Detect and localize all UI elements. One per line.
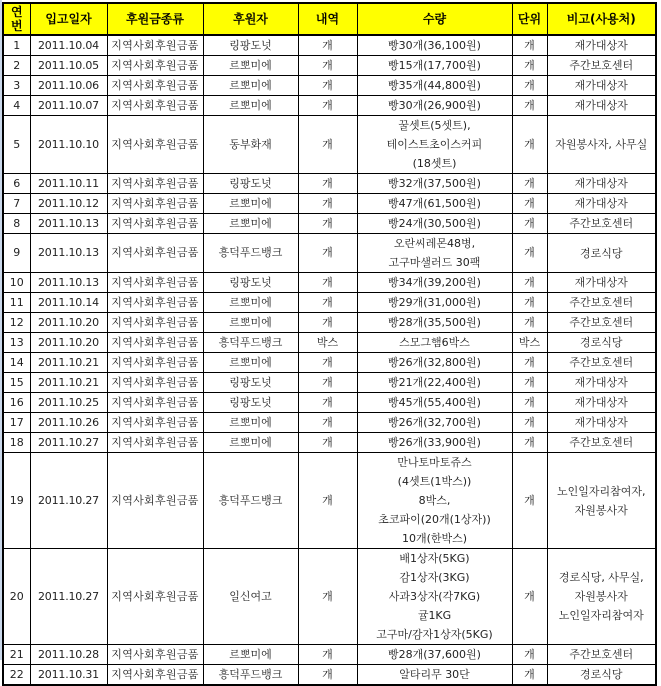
cell-note-line: 재가대상자 <box>574 177 628 190</box>
cell-date[interactable]: 2011.10.27 <box>30 433 107 453</box>
cell-no[interactable]: 11 <box>3 293 30 313</box>
cell-quantity[interactable] <box>357 665 512 686</box>
cell-category[interactable]: 지역사회후원금품 <box>107 234 203 273</box>
cell-quantity-line: 사과3상자(각7KG) <box>388 590 481 603</box>
cell-no[interactable]: 1 <box>3 35 30 56</box>
table-row <box>3 453 656 549</box>
cell-quantity-line: 빵34개(39,200원) <box>388 276 481 289</box>
cell-note[interactable] <box>547 194 656 214</box>
cell-quantity[interactable] <box>357 76 512 96</box>
cell-quantity[interactable] <box>357 549 512 645</box>
cell-note[interactable] <box>547 353 656 373</box>
cell-note-line: 경로식당 <box>579 336 623 349</box>
cell-no[interactable]: 10 <box>3 273 30 293</box>
table-row <box>3 549 656 645</box>
cell-no[interactable]: 4 <box>3 96 30 116</box>
cell-quantity-line: 빵24개(30,500원) <box>388 217 481 230</box>
cell-detail[interactable]: 개 <box>298 393 357 413</box>
cell-category[interactable]: 지역사회후원금품 <box>107 273 203 293</box>
cell-no[interactable]: 20 <box>3 549 30 645</box>
cell-note[interactable] <box>547 453 656 549</box>
cell-note-line: 노인일자리참여자 <box>558 609 644 622</box>
spreadsheet <box>2 2 657 686</box>
cell-date[interactable]: 2011.10.26 <box>30 413 107 433</box>
cell-date[interactable]: 2011.10.13 <box>30 214 107 234</box>
cell-date[interactable]: 2011.10.28 <box>30 645 107 665</box>
table-row <box>3 413 656 433</box>
cell-note[interactable] <box>547 234 656 273</box>
cell-quantity-line: 테이스트초이스커피 <box>386 138 483 151</box>
cell-no[interactable]: 17 <box>3 413 30 433</box>
cell-quantity[interactable] <box>357 433 512 453</box>
cell-note-line: 경로식당 <box>579 668 623 681</box>
cell-detail[interactable]: 개 <box>298 174 357 194</box>
header-row <box>3 3 656 35</box>
cell-note[interactable] <box>547 96 656 116</box>
cell-category[interactable]: 지역사회후원금품 <box>107 373 203 393</box>
cell-detail[interactable]: 개 <box>298 293 357 313</box>
cell-donor[interactable]: 르뽀미에 <box>203 194 298 214</box>
cell-detail[interactable]: 개 <box>298 194 357 214</box>
cell-note-line: 주간보호센터 <box>569 217 634 230</box>
header-unit[interactable]: 단위 <box>512 3 547 35</box>
cell-detail[interactable]: 개 <box>298 273 357 293</box>
cell-unit[interactable]: 개 <box>512 35 547 56</box>
cell-quantity-line: (18셋트) <box>412 157 457 170</box>
cell-category[interactable]: 지역사회후원금품 <box>107 413 203 433</box>
cell-no[interactable]: 18 <box>3 433 30 453</box>
cell-unit[interactable]: 박스 <box>512 333 547 353</box>
cell-unit[interactable]: 개 <box>512 76 547 96</box>
cell-donor[interactable]: 링팡도넛 <box>203 373 298 393</box>
cell-detail[interactable]: 개 <box>298 665 357 686</box>
cell-unit[interactable]: 개 <box>512 96 547 116</box>
cell-note[interactable] <box>547 413 656 433</box>
cell-quantity-line: 고구마샐러드 30팩 <box>388 256 481 269</box>
table-row <box>3 234 656 273</box>
cell-date[interactable]: 2011.10.14 <box>30 293 107 313</box>
cell-detail[interactable]: 개 <box>298 353 357 373</box>
cell-quantity-line: 스모그햄6박스 <box>399 336 470 349</box>
cell-note-line: 자원봉사자, 사무실 <box>555 138 648 151</box>
cell-note-line: 재가대상자 <box>574 79 628 92</box>
cell-donor[interactable]: 링팡도넛 <box>203 273 298 293</box>
cell-quantity[interactable] <box>357 373 512 393</box>
cell-unit[interactable]: 개 <box>512 413 547 433</box>
cell-quantity-line: 감1상자(3KG) <box>399 571 470 584</box>
table-row <box>3 293 656 313</box>
cell-quantity-line: 초코파이(20개(1상자)) <box>378 513 491 526</box>
cell-quantity-line: 빵28개(37,600원) <box>388 648 481 661</box>
cell-unit[interactable]: 개 <box>512 56 547 76</box>
table-row <box>3 273 656 293</box>
cell-quantity-line: 빵32개(37,500원) <box>388 177 481 190</box>
cell-quantity[interactable] <box>357 174 512 194</box>
cell-donor[interactable]: 흥덕푸드뱅크 <box>203 333 298 353</box>
table-row <box>3 174 656 194</box>
cell-donor[interactable]: 동부화재 <box>203 116 298 174</box>
cell-detail[interactable]: 개 <box>298 313 357 333</box>
cell-date[interactable]: 2011.10.25 <box>30 393 107 413</box>
cell-date[interactable]: 2011.10.07 <box>30 96 107 116</box>
header-no-line: 연 <box>10 5 23 19</box>
table-row <box>3 333 656 353</box>
cell-detail[interactable]: 박스 <box>298 333 357 353</box>
cell-date[interactable]: 2011.10.04 <box>30 35 107 56</box>
cell-quantity[interactable] <box>357 273 512 293</box>
cell-no[interactable]: 2 <box>3 56 30 76</box>
cell-no[interactable]: 7 <box>3 194 30 214</box>
cell-no[interactable]: 3 <box>3 76 30 96</box>
cell-donor[interactable]: 르뽀미에 <box>203 353 298 373</box>
cell-unit[interactable]: 개 <box>512 453 547 549</box>
cell-category[interactable]: 지역사회후원금품 <box>107 393 203 413</box>
cell-category[interactable]: 지역사회후원금품 <box>107 76 203 96</box>
cell-date[interactable]: 2011.10.13 <box>30 234 107 273</box>
cell-quantity-line: 귤1KG <box>417 609 452 622</box>
cell-quantity[interactable] <box>357 35 512 56</box>
header-donor[interactable]: 후원자 <box>203 3 298 35</box>
cell-detail[interactable]: 개 <box>298 433 357 453</box>
cell-quantity-line: 빵21개(22,400원) <box>388 376 481 389</box>
cell-no[interactable]: 12 <box>3 313 30 333</box>
cell-date[interactable]: 2011.10.11 <box>30 174 107 194</box>
cell-category[interactable]: 지역사회후원금품 <box>107 35 203 56</box>
cell-quantity-line: 고구마/감자1상자(5KG) <box>376 628 493 641</box>
cell-donor[interactable]: 흥덕푸드뱅크 <box>203 234 298 273</box>
cell-quantity-line: 빵28개(35,500원) <box>388 316 481 329</box>
cell-note-line: 주간보호센터 <box>569 316 634 329</box>
cell-donor[interactable]: 흥덕푸드뱅크 <box>203 665 298 686</box>
cell-unit[interactable]: 개 <box>512 194 547 214</box>
header-detail[interactable]: 내역 <box>298 3 357 35</box>
cell-note[interactable] <box>547 35 656 56</box>
cell-note-line: 재가대상자 <box>574 39 628 52</box>
cell-no[interactable]: 22 <box>3 665 30 686</box>
cell-note[interactable] <box>547 549 656 645</box>
header-quantity[interactable]: 수량 <box>357 3 512 35</box>
cell-quantity-line: 빵26개(32,700원) <box>388 416 481 429</box>
cell-quantity-line: 빵30개(36,100원) <box>388 39 481 52</box>
cell-note[interactable] <box>547 76 656 96</box>
cell-date[interactable]: 2011.10.21 <box>30 353 107 373</box>
cell-note-line: 경로식당, 사무실, <box>558 571 644 584</box>
cell-donor[interactable]: 르뽀미에 <box>203 96 298 116</box>
cell-quantity[interactable] <box>357 293 512 313</box>
cell-note[interactable] <box>547 393 656 413</box>
cell-note-line: 주간보호센터 <box>569 59 634 72</box>
cell-note-line: 주간보호센터 <box>569 648 634 661</box>
cell-donor[interactable]: 르뽀미에 <box>203 76 298 96</box>
cell-date[interactable]: 2011.10.27 <box>30 453 107 549</box>
cell-quantity-line: 빵26개(33,900원) <box>388 436 481 449</box>
cell-unit[interactable]: 개 <box>512 273 547 293</box>
cell-quantity[interactable] <box>357 96 512 116</box>
cell-no[interactable]: 21 <box>3 645 30 665</box>
cell-no[interactable]: 9 <box>3 234 30 273</box>
header-category[interactable]: 후원금종류 <box>107 3 203 35</box>
cell-note-line: 경로식당 <box>579 246 623 260</box>
cell-donor[interactable]: 르뽀미에 <box>203 56 298 76</box>
cell-unit[interactable]: 개 <box>512 393 547 413</box>
cell-detail[interactable]: 개 <box>298 35 357 56</box>
header-date[interactable]: 입고일자 <box>30 3 107 35</box>
cell-note[interactable] <box>547 433 656 453</box>
header-no-line: 번 <box>10 19 23 33</box>
cell-note-line: 자원봉사자 <box>574 590 628 603</box>
table-row <box>3 393 656 413</box>
cell-quantity-line: 꿀셋트(5셋트), <box>398 119 471 132</box>
cell-no[interactable]: 8 <box>3 214 30 234</box>
cell-note-line: 재가대상자 <box>574 276 628 289</box>
cell-note-line: 재가대상자 <box>574 99 628 112</box>
cell-detail[interactable]: 개 <box>298 56 357 76</box>
cell-quantity-line: 빵30개(26,900원) <box>388 99 481 112</box>
cell-unit[interactable]: 개 <box>512 174 547 194</box>
cell-note-line: 재가대상자 <box>574 416 628 429</box>
cell-donor[interactable]: 르뽀미에 <box>203 293 298 313</box>
cell-donor[interactable]: 르뽀미에 <box>203 433 298 453</box>
cell-unit[interactable]: 개 <box>512 549 547 645</box>
cell-note[interactable] <box>547 116 656 174</box>
table-row <box>3 313 656 333</box>
cell-no[interactable]: 19 <box>3 453 30 549</box>
cell-category[interactable]: 지역사회후원금품 <box>107 353 203 373</box>
cell-quantity[interactable] <box>357 116 512 174</box>
cell-note-line: 노인일자리참여자, <box>556 484 646 498</box>
cell-unit[interactable]: 개 <box>512 313 547 333</box>
cell-quantity-line: 만나토마토쥬스 <box>397 456 472 469</box>
cell-detail[interactable]: 개 <box>298 645 357 665</box>
cell-quantity-line: 10개(한박스) <box>401 532 468 545</box>
table-row <box>3 76 656 96</box>
cell-donor[interactable]: 르뽀미에 <box>203 413 298 433</box>
cell-category[interactable]: 지역사회후원금품 <box>107 433 203 453</box>
cell-category[interactable]: 지역사회후원금품 <box>107 194 203 214</box>
cell-donor[interactable]: 일신여고 <box>203 549 298 645</box>
cell-date[interactable]: 2011.10.21 <box>30 373 107 393</box>
cell-quantity-line: 빵35개(44,800원) <box>388 79 481 92</box>
cell-quantity[interactable] <box>357 413 512 433</box>
cell-quantity-line: 빵15개(17,700원) <box>388 59 481 72</box>
cell-date[interactable]: 2011.10.27 <box>30 549 107 645</box>
donation-table <box>2 2 657 686</box>
cell-category[interactable]: 지역사회후원금품 <box>107 56 203 76</box>
table-row <box>3 35 656 56</box>
cell-unit[interactable]: 개 <box>512 293 547 313</box>
cell-date[interactable]: 2011.10.12 <box>30 194 107 214</box>
cell-category[interactable]: 지역사회후원금품 <box>107 665 203 686</box>
table-row <box>3 194 656 214</box>
cell-category[interactable]: 지역사회후원금품 <box>107 214 203 234</box>
cell-quantity[interactable] <box>357 645 512 665</box>
cell-detail[interactable]: 개 <box>298 234 357 273</box>
cell-note-line: 재가대상자 <box>574 197 628 210</box>
cell-detail[interactable]: 개 <box>298 214 357 234</box>
cell-note[interactable] <box>547 313 656 333</box>
cell-quantity-line: 빵26개(32,800원) <box>388 356 481 369</box>
cell-category[interactable]: 지역사회후원금품 <box>107 293 203 313</box>
cell-note[interactable] <box>547 665 656 686</box>
cell-note-line: 주간보호센터 <box>569 436 634 449</box>
cell-quantity-line: 배1상자(5KG) <box>399 552 470 565</box>
cell-note[interactable] <box>547 273 656 293</box>
cell-note[interactable] <box>547 645 656 665</box>
cell-donor[interactable]: 링팡도넛 <box>203 174 298 194</box>
cell-quantity-line: 알타리무 30단 <box>399 668 470 681</box>
cell-note[interactable] <box>547 56 656 76</box>
cell-no[interactable]: 13 <box>3 333 30 353</box>
cell-donor[interactable]: 르뽀미에 <box>203 645 298 665</box>
cell-category[interactable]: 지역사회후원금품 <box>107 174 203 194</box>
cell-quantity[interactable] <box>357 313 512 333</box>
cell-quantity-line: 오란씨레몬48병, <box>393 237 476 250</box>
cell-note-line: 재가대상자 <box>574 396 628 409</box>
cell-donor[interactable]: 르뽀미에 <box>203 214 298 234</box>
cell-quantity[interactable] <box>357 353 512 373</box>
cell-quantity[interactable] <box>357 393 512 413</box>
cell-detail[interactable]: 개 <box>298 453 357 549</box>
cell-date[interactable]: 2011.10.20 <box>30 313 107 333</box>
cell-date[interactable]: 2011.10.13 <box>30 273 107 293</box>
cell-quantity[interactable] <box>357 214 512 234</box>
cell-date[interactable]: 2011.10.31 <box>30 665 107 686</box>
cell-quantity-line: (4셋트(1박스)) <box>397 475 472 488</box>
cell-category[interactable]: 지역사회후원금품 <box>107 645 203 665</box>
cell-detail[interactable]: 개 <box>298 373 357 393</box>
cell-note-line: 재가대상자 <box>574 376 628 389</box>
cell-detail[interactable]: 개 <box>298 549 357 645</box>
cell-donor[interactable]: 링팡도넛 <box>203 393 298 413</box>
table-body <box>3 35 656 685</box>
cell-detail[interactable]: 개 <box>298 96 357 116</box>
table-row <box>3 373 656 393</box>
cell-no[interactable]: 6 <box>3 174 30 194</box>
cell-unit[interactable]: 개 <box>512 373 547 393</box>
cell-note-line: 자원봉사자 <box>574 503 628 517</box>
table-row <box>3 56 656 76</box>
cell-date[interactable]: 2011.10.10 <box>30 116 107 174</box>
cell-category[interactable]: 지역사회후원금품 <box>107 453 203 549</box>
cell-category[interactable]: 지역사회후원금품 <box>107 333 203 353</box>
cell-unit[interactable]: 개 <box>512 353 547 373</box>
cell-date[interactable]: 2011.10.20 <box>30 333 107 353</box>
cell-category[interactable]: 지역사회후원금품 <box>107 313 203 333</box>
table-row <box>3 665 656 686</box>
cell-donor[interactable]: 흥덕푸드뱅크 <box>203 453 298 549</box>
cell-quantity[interactable] <box>357 56 512 76</box>
cell-detail[interactable]: 개 <box>298 413 357 433</box>
header-note[interactable]: 비고(사용처) <box>547 3 656 35</box>
cell-note[interactable] <box>547 333 656 353</box>
cell-no[interactable]: 15 <box>3 373 30 393</box>
cell-note-line: 주간보호센터 <box>569 296 634 309</box>
cell-donor[interactable]: 링팡도넛 <box>203 35 298 56</box>
cell-note[interactable] <box>547 174 656 194</box>
cell-unit[interactable]: 개 <box>512 665 547 686</box>
cell-date[interactable]: 2011.10.06 <box>30 76 107 96</box>
cell-quantity-line: 빵47개(61,500원) <box>388 197 481 210</box>
cell-unit[interactable]: 개 <box>512 234 547 273</box>
cell-no[interactable]: 5 <box>3 116 30 174</box>
header-no[interactable] <box>3 3 30 35</box>
cell-detail[interactable]: 개 <box>298 116 357 174</box>
cell-unit[interactable]: 개 <box>512 433 547 453</box>
cell-note[interactable] <box>547 214 656 234</box>
cell-quantity-line: 빵45개(55,400원) <box>388 396 481 409</box>
cell-quantity-line: 8박스, <box>418 494 451 507</box>
table-row <box>3 353 656 373</box>
table-row <box>3 645 656 665</box>
cell-no[interactable]: 14 <box>3 353 30 373</box>
cell-no[interactable]: 16 <box>3 393 30 413</box>
cell-quantity[interactable] <box>357 453 512 549</box>
cell-category[interactable]: 지역사회후원금품 <box>107 116 203 174</box>
cell-donor[interactable]: 르뽀미에 <box>203 313 298 333</box>
cell-quantity[interactable] <box>357 194 512 214</box>
table-row <box>3 433 656 453</box>
cell-note-line: 주간보호센터 <box>569 356 634 369</box>
cell-note[interactable] <box>547 293 656 313</box>
table-row <box>3 214 656 234</box>
cell-category[interactable]: 지역사회후원금품 <box>107 96 203 116</box>
cell-unit[interactable]: 개 <box>512 214 547 234</box>
cell-detail[interactable]: 개 <box>298 76 357 96</box>
table-row <box>3 116 656 174</box>
cell-category[interactable]: 지역사회후원금품 <box>107 549 203 645</box>
cell-quantity[interactable] <box>357 333 512 353</box>
cell-note[interactable] <box>547 373 656 393</box>
cell-quantity[interactable] <box>357 234 512 273</box>
cell-unit[interactable]: 개 <box>512 116 547 174</box>
table-row <box>3 96 656 116</box>
cell-unit[interactable]: 개 <box>512 645 547 665</box>
cell-quantity-line: 빵29개(31,000원) <box>388 296 481 309</box>
cell-date[interactable]: 2011.10.05 <box>30 56 107 76</box>
